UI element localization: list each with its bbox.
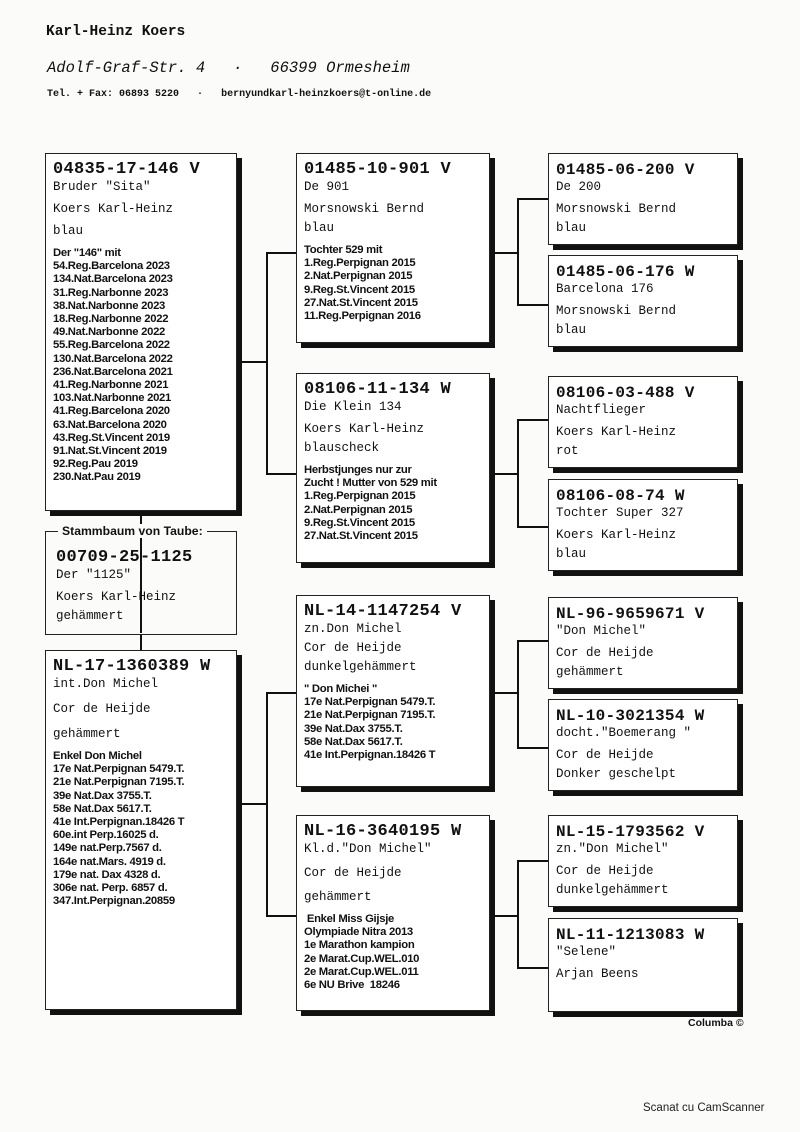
breeder: Koers Karl-Heinz [56,590,177,604]
ring-number: NL-17-1360389 W [53,657,211,676]
note: Herbstjunges nur zur [304,464,412,476]
pigeon-name: Kl.d."Don Michel" [304,842,432,856]
ring-number: NL-10-3021354 W [556,707,705,725]
pigeon-name: Bruder "Sita" [53,180,151,194]
ring-number: NL-11-1213083 W [556,926,705,944]
note: 149e nat.Perp.7567 d. [53,842,162,855]
color: blauscheck [304,441,380,455]
color: gehämmert [556,665,624,679]
pigeon-name: De 901 [304,180,350,194]
note: 2.Nat.Perpignan 2015 [304,503,413,516]
note: Enkel Don Michel [53,750,142,762]
note: 49.Nat.Narbonne 2022 [53,326,166,339]
note: 41.Reg.Barcelona 2020 [53,405,170,418]
note: 39e Nat.Dax 3755.T. [53,789,152,802]
pigeon-name: "Selene" [556,945,617,959]
breeder: Cor de Heijde [556,646,654,660]
ring-number: NL-15-1793562 V [556,823,705,841]
grandparent-card [548,918,738,1012]
pigeon-name: docht."Boemerang " [556,726,692,740]
scanner-watermark: Scanat cu CamScanner [643,1102,765,1114]
color: gehämmert [53,727,121,741]
note: 17e Nat.Perpignan 5479.T. [304,696,436,709]
note: 55.Reg.Barcelona 2022 [53,339,170,352]
achievements [53,247,228,485]
color: gehämmert [56,609,124,623]
breeder: Cor de Heijde [53,702,151,716]
pedigree-of-label: Stammbaum von Taube: [58,524,207,538]
ring-number: 00709-25-1125 [56,548,193,567]
note: Tochter 529 mit [304,244,383,256]
pigeon-name: zn."Don Michel" [556,842,669,856]
note: 27.Nat.St.Vincent 2015 [304,530,418,543]
breeder: Morsnowski Bernd [556,202,677,216]
note: 58e Nat.Dax 5617.T. [304,735,403,748]
pigeon-name: int.Don Michel [53,677,159,691]
connector-line [490,473,518,475]
note: 92.Reg.Pau 2019 [53,458,138,471]
color: dunkelgehämmert [304,660,417,674]
separator-dot: · [233,59,243,77]
ring-number: 01485-06-176 W [556,263,695,281]
achievements [304,683,481,762]
connector-line [490,252,518,254]
color: blau [53,224,84,238]
connector-line [266,692,268,916]
grandparent-card [548,153,738,245]
note: 11.Reg.Perpignan 2016 [304,310,421,323]
ring-number: 08106-11-134 W [304,380,452,399]
grandparent-card [548,815,738,907]
note: 41e Int.Perpignan.18426 T [53,816,185,829]
note: 347.Int.Perpignan.20859 [53,895,175,908]
note: Olympiade Nitra 2013 [304,926,413,939]
note: 103.Nat.Narbonne 2021 [53,392,172,405]
ring-number: 01485-10-901 V [304,160,452,179]
owner-name: Karl-Heinz Koers [46,24,186,40]
connector-line [490,915,518,917]
note: 2.Nat.Perpignan 2015 [304,270,413,283]
parent-card [296,373,490,563]
breeder: Koers Karl-Heinz [53,202,174,216]
grandparent-card [548,479,738,571]
owner-contact [47,89,431,100]
separator-dot: · [197,89,204,100]
connector-line [517,304,548,306]
breeder: Cor de Heijde [304,641,402,655]
connector-line [266,473,296,475]
connector-line [490,692,518,694]
note: 179e nat. Dax 4328 d. [53,868,161,881]
breeder: Koers Karl-Heinz [556,528,677,542]
pigeon-name: Der "1125" [56,568,132,582]
pigeon-name: Tochter Super 327 [556,506,684,520]
color: blau [556,547,587,561]
note: 31.Reg.Narbonne 2023 [53,286,169,299]
connector-line [517,526,548,528]
note: 9.Reg.St.Vincent 2015 [304,283,415,296]
breeder: Morsnowski Bernd [304,202,425,216]
connector-line [240,361,267,363]
connector-line [517,640,548,642]
grandparent-card [548,376,738,468]
achievements [304,913,481,992]
pigeon-name: Die Klein 134 [304,400,402,414]
pigeon-name: Barcelona 176 [556,282,654,296]
grandparent-card [548,699,738,791]
note: 58e Nat.Dax 5617.T. [53,802,152,815]
connector-line [266,915,296,917]
connector-line [517,860,519,968]
note: 43.Reg.St.Vincent 2019 [53,431,170,444]
color: blau [556,221,587,235]
ring-number: 01485-06-200 V [556,161,695,179]
connector-line [517,967,548,969]
grandparent-card [548,597,738,689]
color: Donker geschelpt [556,767,677,781]
note: 91.Nat.St.Vincent 2019 [53,445,167,458]
connector-line [517,198,519,305]
color: blau [304,221,335,235]
note: 39e Nat.Dax 3755.T. [304,722,403,735]
note: 18.Reg.Narbonne 2022 [53,313,169,326]
connector-line [240,803,267,805]
pigeon-name: De 200 [556,180,602,194]
note: 1.Reg.Perpignan 2015 [304,490,416,503]
breeder: Koers Karl-Heinz [556,425,677,439]
note: 236.Nat.Barcelona 2021 [53,365,173,378]
achievements [53,750,228,908]
phone-fax: Tel. + Fax: 06893 5220 [47,89,180,100]
note: 164e nat.Mars. 4919 d. [53,855,166,868]
connector-line [517,860,548,862]
pigeon-card-dam [45,650,237,1010]
note: 41e Int.Perpignan.18426 T [304,749,436,762]
color: blau [556,323,587,337]
pigeon-name: "Don Michel" [556,624,647,638]
note: 130.Nat.Barcelona 2022 [53,352,173,365]
breeder: Cor de Heijde [556,748,654,762]
note: 41.Reg.Narbonne 2021 [53,379,169,392]
breeder: Cor de Heijde [304,866,402,880]
note: 27.Nat.St.Vincent 2015 [304,296,418,309]
note: 54.Reg.Barcelona 2023 [53,260,170,273]
connector-line [517,640,519,748]
ring-number: NL-96-9659671 V [556,605,705,623]
pigeon-name: zn.Don Michel [304,622,402,636]
grandparent-card [548,255,738,347]
breeder: Arjan Beens [556,967,639,981]
connector-line [517,198,548,200]
breeder: Morsnowski Bernd [556,304,677,318]
pigeon-card-sire [45,153,237,511]
connector-line [140,634,142,650]
parent-card [296,153,490,343]
note: Zucht ! Mutter von 529 mit [304,477,437,490]
owner-address [47,59,410,77]
note: " Don Michei " [304,683,378,695]
street: Adolf-Graf-Str. 4 [47,59,206,77]
color: rot [556,444,579,458]
pedigree-subject-box [45,531,237,635]
connector-line [266,252,268,474]
ring-number: NL-16-3640195 W [304,822,462,841]
connector-line [517,419,548,421]
note: 230.Nat.Pau 2019 [53,471,141,484]
note: 38.Nat.Narbonne 2023 [53,299,166,312]
parent-card [296,815,490,1011]
email-link[interactable]: bernyundkarl-heinzkoers@t-online.de [221,89,432,100]
achievements [304,244,481,323]
color: gehämmert [304,890,372,904]
note: 2e Marat.Cup.WEL.010 [304,952,420,965]
note: 1e Marathon kampion [304,939,415,952]
connector-line [266,252,296,254]
note: 9.Reg.St.Vincent 2015 [304,516,415,529]
breeder: Cor de Heijde [556,864,654,878]
connector-line [517,747,548,749]
note: 17e Nat.Perpignan 5479.T. [53,763,185,776]
pigeon-name: Nachtflieger [556,403,647,417]
color: dunkelgehämmert [556,883,669,897]
ring-number: 08106-08-74 W [556,487,685,505]
breeder: Koers Karl-Heinz [304,422,425,436]
parent-card [296,595,490,787]
note: 134.Nat.Barcelona 2023 [53,273,173,286]
connector-line [517,419,519,527]
ring-number: 04835-17-146 V [53,160,201,179]
note: 1.Reg.Perpignan 2015 [304,257,416,270]
connector-line [266,692,296,694]
city: 66399 Ormesheim [270,59,410,77]
note: Enkel Miss Gijsje [304,913,395,925]
achievements [304,464,481,543]
note: Der "146" mit [53,247,121,259]
note: 2e Marat.Cup.WEL.011 [304,965,419,978]
note: 63.Nat.Barcelona 2020 [53,418,167,431]
ring-number: NL-14-1147254 V [304,602,462,621]
note: 306e nat. Perp. 6857 d. [53,882,168,895]
copyright-mark: Columba © [688,1017,744,1029]
ring-number: 08106-03-488 V [556,384,695,402]
note: 21e Nat.Perpignan 7195.T. [53,776,185,789]
note: 6e NU Brive 18246 [304,979,400,992]
note: 21e Nat.Perpignan 7195.T. [304,709,436,722]
note: 60e.int Perp.16025 d. [53,829,159,842]
